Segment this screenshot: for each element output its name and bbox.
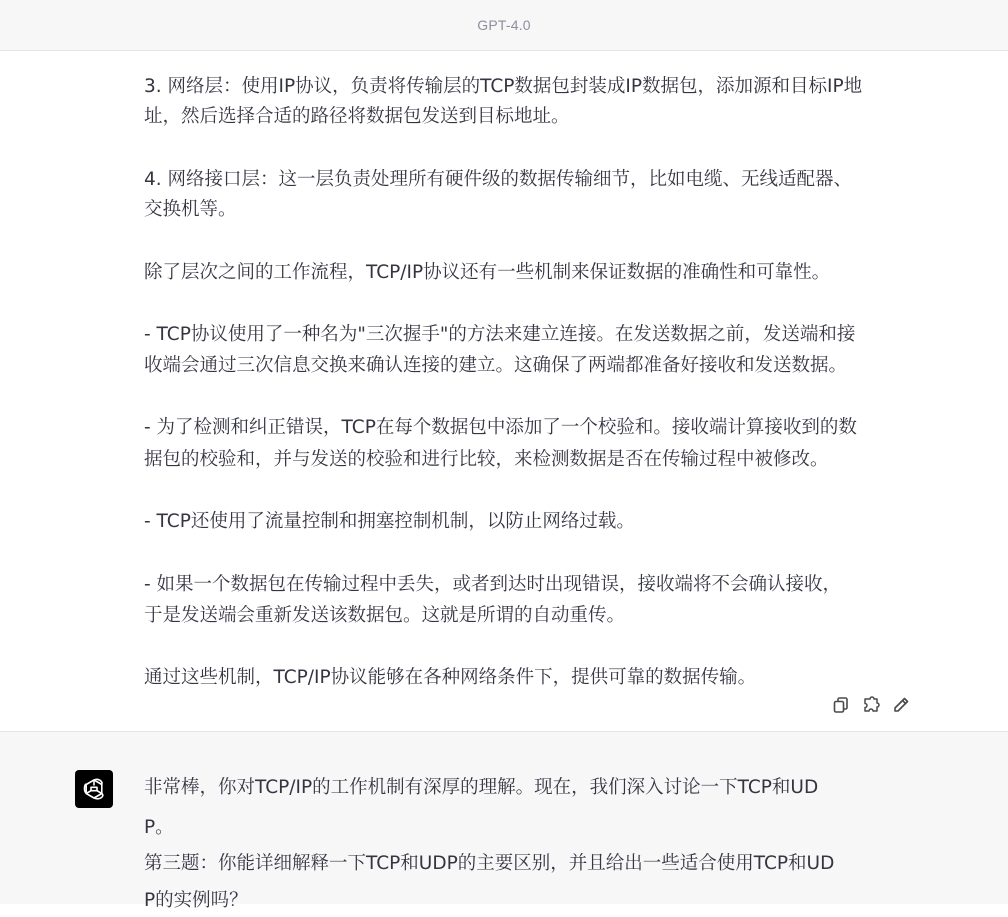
message-line: - TCP协议使用了一种名为"三次握手"的方法来建立连接。在发送数据之前，发送端和接	[144, 324, 856, 345]
message-actions	[830, 693, 912, 717]
openai-logo-icon	[80, 775, 108, 803]
message-line: 据包的校验和，并与发送的校验和进行比较，来检测数据是否在传输过程中被修改。	[144, 449, 829, 470]
message-line: 交换机等。	[144, 199, 237, 220]
edit-icon[interactable]	[890, 693, 912, 717]
message-line: 非常棒，你对TCP/IP的工作机制有深厚的理解。现在，我们深入讨论一下TCP和UD	[144, 777, 819, 798]
message-line: 通过这些机制，TCP/IP协议能够在各种网络条件下，提供可靠的数据传输。	[144, 667, 757, 688]
assistant-avatar	[75, 770, 113, 808]
message-line: 于是发送端会重新发送该数据包。这就是所谓的自动重传。	[144, 605, 626, 626]
model-title: GPT-4.0	[477, 17, 531, 33]
message-line: 3. 网络层：使用IP协议，负责将传输层的TCP数据包封装成IP数据包，添加源和目标IP地	[144, 76, 863, 97]
top-bar	[0, 0, 1008, 51]
user-message	[0, 51, 1008, 731]
message-line: - 为了检测和纠正错误，TCP在每个数据包中添加了一个校验和。接收端计算接收到的数	[144, 417, 857, 438]
plugin-icon[interactable]	[860, 693, 882, 717]
message-line: P。	[144, 817, 174, 838]
message-line: P的实例吗？	[144, 890, 248, 911]
message-line: 址，然后选择合适的路径将数据包发送到目标地址。	[144, 106, 570, 127]
assistant-message	[0, 731, 1008, 911]
message-line: 第三题：你能详细解释一下TCP和UDP的主要区别，并且给出一些适合使用TCP和UD	[144, 853, 835, 874]
message-line: 除了层次之间的工作流程，TCP/IP协议还有一些机制来保证数据的准确性和可靠性。	[144, 262, 831, 283]
message-line: 4. 网络接口层：这一层负责处理所有硬件级的数据传输细节，比如电缆、无线适配器、	[144, 169, 853, 190]
message-line: - TCP还使用了流量控制和拥塞控制机制，以防止网络过载。	[144, 511, 635, 532]
message-line: - 如果一个数据包在传输过程中丢失，或者到达时出现错误，接收端将不会确认接收，	[144, 574, 842, 595]
copy-icon[interactable]	[830, 693, 852, 717]
message-line: 收端会通过三次信息交换来确认连接的建立。这确保了两端都准备好接收和发送数据。	[144, 355, 848, 376]
